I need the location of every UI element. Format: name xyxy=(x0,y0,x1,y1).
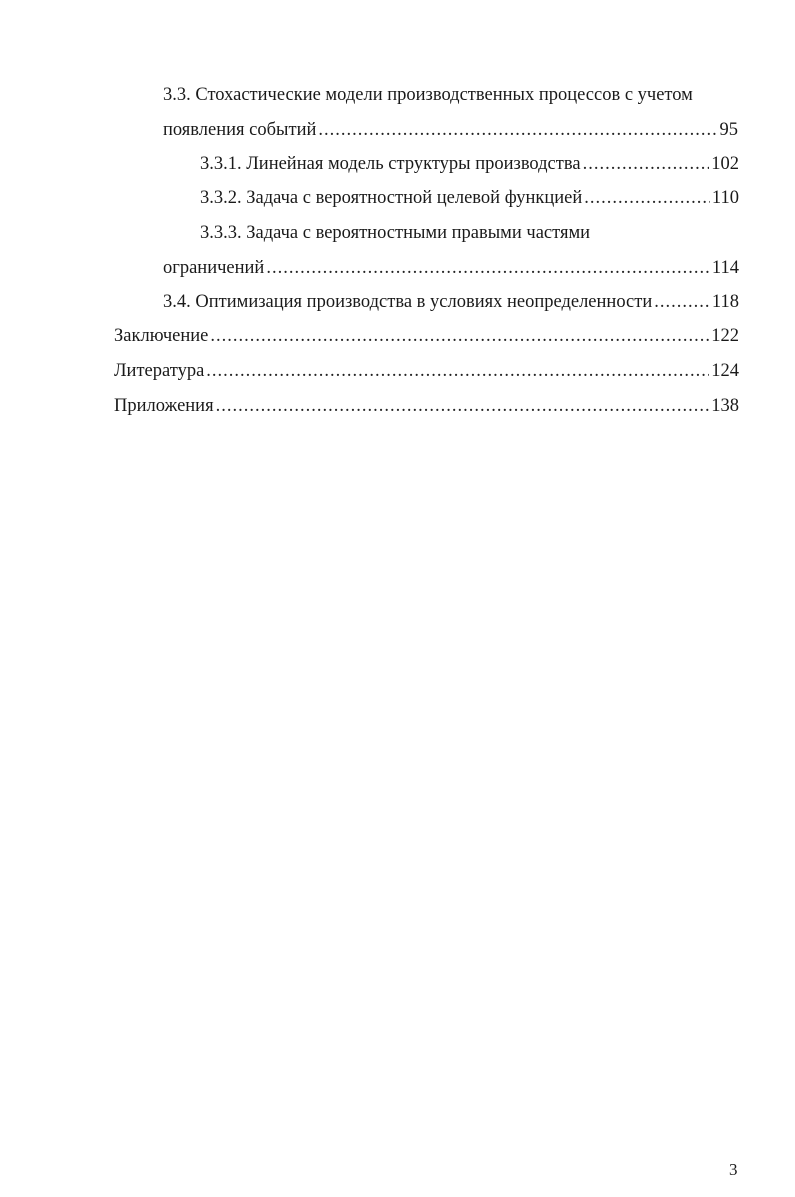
toc-entry-3-3-2 xyxy=(200,186,739,210)
toc-entry-appendices xyxy=(114,394,739,418)
toc-entry-label: 3.3.1. Линейная модель структуры производства xyxy=(200,154,581,174)
toc-entry-page: 95 xyxy=(719,120,738,140)
toc-entry-label: 3.4. Оптимизация производства в условиях неопределенности xyxy=(163,292,653,312)
toc-entry-label: появления событий xyxy=(163,120,317,140)
toc-entry-3-3-3 xyxy=(163,256,739,280)
toc-entry-label: Заключение xyxy=(114,326,209,346)
toc-entry-page: 138 xyxy=(711,396,739,416)
toc-entry-page: 124 xyxy=(711,361,739,381)
dot-leader xyxy=(654,290,710,314)
toc-entry-3-4 xyxy=(163,290,739,314)
toc-entry-3-3-line1: 3.3. Стохастические модели производственных процессов с учетом xyxy=(163,85,693,105)
dot-leader xyxy=(318,118,717,142)
toc-entry-page: 118 xyxy=(711,292,739,312)
toc-entry-literature xyxy=(114,359,739,383)
dot-leader xyxy=(584,186,710,210)
toc-entry-label: Приложения xyxy=(114,396,214,416)
toc-entry-3-3-1 xyxy=(200,152,739,176)
toc-entry-3-3-3-line1: 3.3.3. Задача с вероятностными правыми частями xyxy=(200,223,591,243)
toc-entry-page: 122 xyxy=(711,326,739,346)
toc-entry-label: ограничений xyxy=(163,258,265,278)
table-of-contents xyxy=(0,0,795,460)
dot-leader xyxy=(210,324,709,348)
dot-leader xyxy=(216,394,710,418)
page-number: 3 xyxy=(729,1160,738,1179)
toc-entry-page: 114 xyxy=(711,258,739,278)
dot-leader xyxy=(206,359,709,383)
toc-entry-page: 102 xyxy=(711,154,739,174)
dot-leader xyxy=(583,152,710,176)
dot-leader xyxy=(266,256,710,280)
toc-entry-label: 3.3.2. Задача с вероятностной целевой функцией xyxy=(200,188,583,208)
toc-entry-conclusion xyxy=(114,324,739,348)
toc-entry-3-3 xyxy=(163,118,738,142)
toc-entry-page: 110 xyxy=(711,188,739,208)
toc-entry-label: Литература xyxy=(114,361,205,381)
